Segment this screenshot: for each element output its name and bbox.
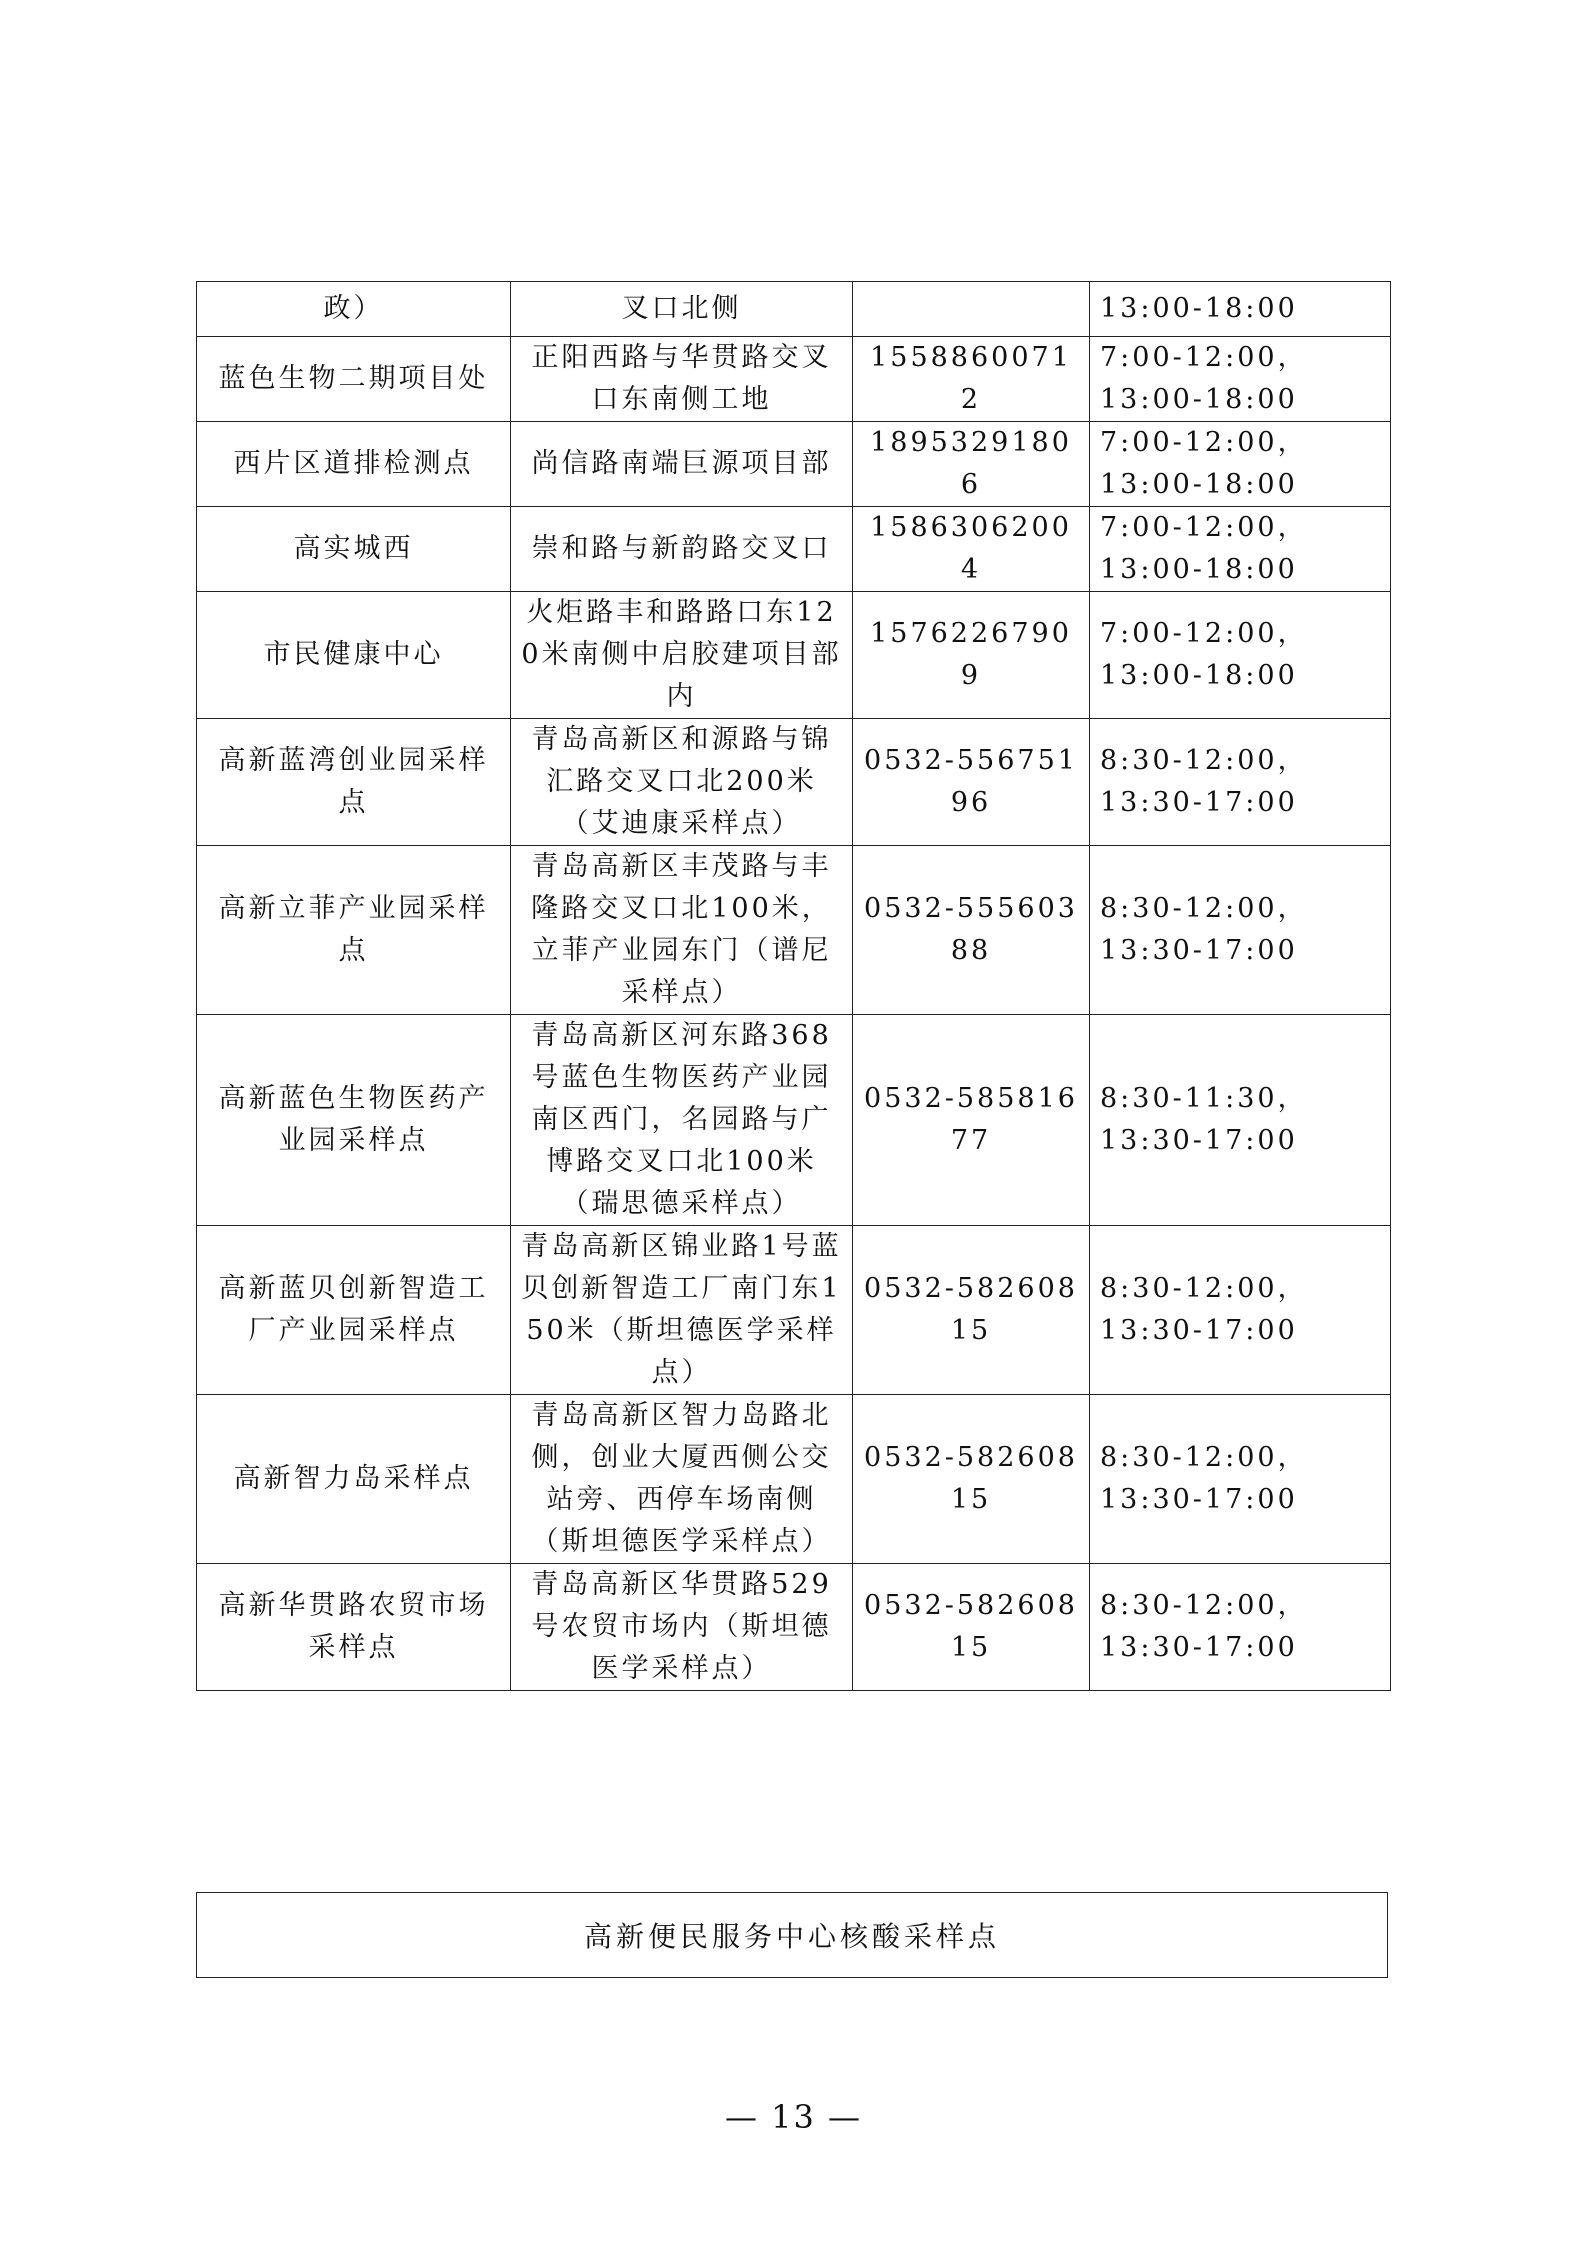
hours-line: 13:30-17:00 [1100, 1315, 1298, 1346]
sampling-sites-table [196, 281, 1391, 1691]
site-name-cell: 高新蓝贝创新智造工厂产业园采样点 [197, 1226, 511, 1395]
hours-line: 13:00-18:00 [1100, 469, 1298, 500]
site-hours-cell [1090, 719, 1391, 846]
site-name-cell: 高新智力岛采样点 [197, 1395, 511, 1564]
table-body [197, 282, 1391, 1691]
site-hours-cell [1090, 592, 1391, 719]
site-name-cell: 高新华贯路农贸市场采样点 [197, 1564, 511, 1691]
site-phone-cell: 0532-58581677 [853, 1015, 1090, 1226]
hours-line: 13:00-18:00 [1100, 384, 1298, 415]
site-hours-cell [1090, 422, 1391, 507]
site-address-cell: 崇和路与新韵路交叉口 [511, 507, 853, 592]
hours-line: 13:30-17:00 [1100, 935, 1298, 966]
site-phone-cell [853, 282, 1090, 337]
hours-line: 8:30-12:00， [1100, 1590, 1308, 1621]
section-title-box [196, 1892, 1388, 1978]
hours-line: 7:00-12:00， [1100, 512, 1308, 543]
site-hours-cell [1090, 846, 1391, 1015]
hours-line: 13:30-17:00 [1100, 1632, 1298, 1663]
table-row [197, 282, 1391, 337]
site-name-cell: 政） [197, 282, 511, 337]
site-hours-cell [1090, 507, 1391, 592]
site-address-cell: 青岛高新区和源路与锦汇路交叉口北200米（艾迪康采样点） [511, 719, 853, 846]
site-phone-cell: 0532-58260815 [853, 1226, 1090, 1395]
site-name-cell: 市民健康中心 [197, 592, 511, 719]
hours-line: 13:30-17:00 [1100, 1484, 1298, 1515]
site-hours-cell [1090, 1564, 1391, 1691]
site-name-cell: 高新蓝色生物医药产业园采样点 [197, 1015, 511, 1226]
section-title: 高新便民服务中心核酸采样点 [583, 1920, 1000, 1953]
hours-line: 13:00-18:00 [1100, 554, 1298, 585]
site-address-cell: 青岛高新区锦业路1号蓝贝创新智造工厂南门东150米（斯坦德医学采样点） [511, 1226, 853, 1395]
table-row [197, 592, 1391, 719]
table-row [197, 719, 1391, 846]
site-phone-cell: 0532-55675196 [853, 719, 1090, 846]
hours-line: 8:30-11:30， [1100, 1083, 1308, 1114]
hours-line: 13:30-17:00 [1100, 1125, 1298, 1156]
site-address-cell: 叉口北侧 [511, 282, 853, 337]
hours-line: 13:00-18:00 [1100, 293, 1298, 324]
site-phone-cell: 15588600712 [853, 337, 1090, 422]
site-phone-cell: 0532-58260815 [853, 1395, 1090, 1564]
hours-line: 7:00-12:00， [1100, 342, 1308, 373]
site-phone-cell: 15762267909 [853, 592, 1090, 719]
hours-line: 7:00-12:00， [1100, 618, 1308, 649]
site-address-cell: 青岛高新区智力岛路北侧，创业大厦西侧公交站旁、西停车场南侧（斯坦德医学采样点） [511, 1395, 853, 1564]
site-phone-cell: 0532-55560388 [853, 846, 1090, 1015]
table-row [197, 1015, 1391, 1226]
table-row [197, 846, 1391, 1015]
table-row [197, 1226, 1391, 1395]
site-name-cell: 高新立菲产业园采样点 [197, 846, 511, 1015]
site-name-cell: 高新蓝湾创业园采样点 [197, 719, 511, 846]
table-row [197, 507, 1391, 592]
table-row [197, 422, 1391, 507]
site-address-cell: 尚信路南端巨源项目部 [511, 422, 853, 507]
hours-line: 13:00-18:00 [1100, 660, 1298, 691]
site-name-cell: 西片区道排检测点 [197, 422, 511, 507]
hours-line: 13:30-17:00 [1100, 787, 1298, 818]
site-address-cell: 青岛高新区丰茂路与丰隆路交叉口北100米，立菲产业园东门（谱尼采样点） [511, 846, 853, 1015]
site-phone-cell: 18953291806 [853, 422, 1090, 507]
site-address-cell: 青岛高新区河东路368号蓝色生物医药产业园南区西门，名园路与广博路交叉口北100米（瑞思德采样点） [511, 1015, 853, 1226]
site-name-cell: 蓝色生物二期项目处 [197, 337, 511, 422]
site-address-cell: 火炬路丰和路路口东120米南侧中启胶建项目部内 [511, 592, 853, 719]
table-row [197, 1564, 1391, 1691]
site-address-cell: 青岛高新区华贯路529号农贸市场内（斯坦德医学采样点） [511, 1564, 853, 1691]
site-hours-cell [1090, 1015, 1391, 1226]
table-row [197, 1395, 1391, 1564]
hours-line: 7:00-12:00， [1100, 427, 1308, 458]
site-hours-cell [1090, 1395, 1391, 1564]
hours-line: 8:30-12:00， [1100, 745, 1308, 776]
site-address-cell: 正阳西路与华贯路交叉口东南侧工地 [511, 337, 853, 422]
site-name-cell: 高实城西 [197, 507, 511, 592]
hours-line: 8:30-12:00， [1100, 1273, 1308, 1304]
hours-line: 8:30-12:00， [1100, 893, 1308, 924]
table-row [197, 337, 1391, 422]
site-hours-cell [1090, 337, 1391, 422]
site-phone-cell: 15863062004 [853, 507, 1090, 592]
site-hours-cell [1090, 1226, 1391, 1395]
page-number: — 13 — [724, 2098, 863, 2136]
site-hours-cell [1090, 282, 1391, 337]
site-phone-cell: 0532-58260815 [853, 1564, 1090, 1691]
hours-line: 8:30-12:00， [1100, 1442, 1308, 1473]
sampling-sites-table-container [196, 281, 1390, 1691]
